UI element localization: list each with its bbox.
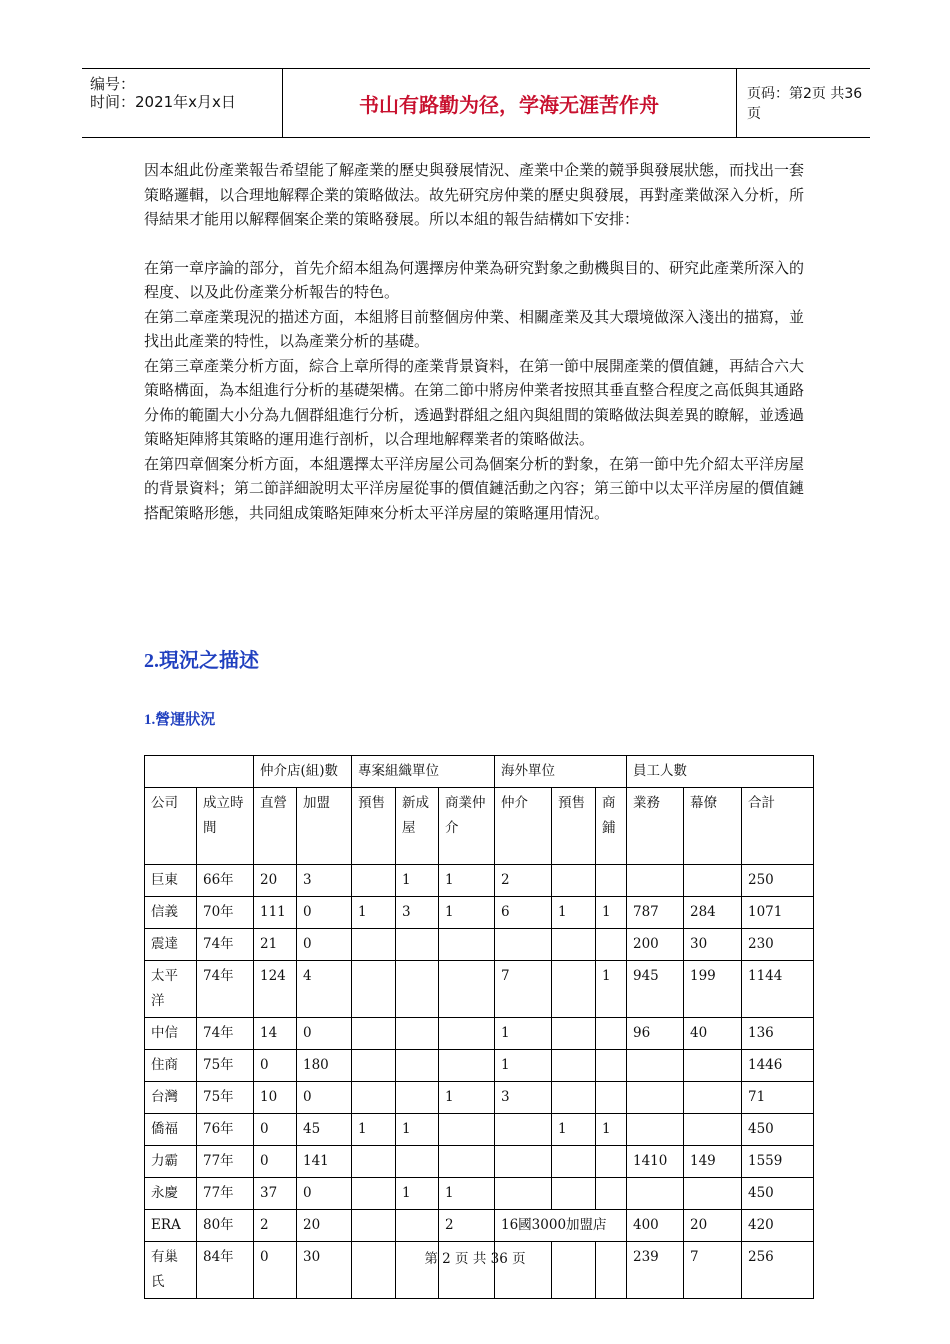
table-cell: 2 [254, 1210, 297, 1242]
table-cell: 1071 [742, 897, 814, 929]
table-cell: 1144 [742, 961, 814, 1018]
page-footer: 第 2 页 共 36 页 [424, 1251, 526, 1267]
table-cell: 124 [254, 961, 297, 1018]
table-cell: 400 [627, 1210, 684, 1242]
table-cell: 74年 [197, 961, 254, 1018]
table-cell [552, 865, 596, 897]
table-cell [684, 1082, 742, 1114]
chapter-paragraph-2: 在第二章產業現況的描述方面，本組將目前整個房仲業、相關產業及其大環境做深入淺出的描寫，並找出此產業的特性，以為產業分析的基礎。 [144, 307, 805, 350]
table-cell: 20 [297, 1210, 352, 1242]
table-header: 業務 [627, 788, 684, 865]
header-page-number: 页码：第2页 共36页 [747, 86, 863, 122]
table-cell: 住商 [145, 1050, 197, 1082]
chapter-paragraph-4: 在第四章個案分析方面，本組選擇太平洋房屋公司為個案分析的對象，在第一節中先介紹太平洋房屋的背景資料；第二節詳細說明太平洋房屋從事的價值鏈活動之內容；第三節中以太平洋房屋的價值鏈搭配策略形態，共同組成策略矩陣來分析太平洋房屋的策略運用情況。 [144, 454, 805, 522]
table-cell [627, 1178, 684, 1210]
table-cell: 180 [297, 1050, 352, 1082]
table-cell [684, 865, 742, 897]
table-cell: 77年 [197, 1178, 254, 1210]
table-header: 幕僚 [684, 788, 742, 865]
table-cell [596, 865, 627, 897]
table-cell [596, 1018, 627, 1050]
table-cell: 70年 [197, 897, 254, 929]
table-cell: 74年 [197, 1018, 254, 1050]
table-cell: 111 [254, 897, 297, 929]
table-cell: 1 [596, 897, 627, 929]
table-cell: 420 [742, 1210, 814, 1242]
table-cell: 震達 [145, 929, 197, 961]
table-cell [552, 1082, 596, 1114]
table-row [145, 1178, 814, 1210]
table-cell: 信義 [145, 897, 197, 929]
table-row [145, 1114, 814, 1146]
table-cell: 1 [352, 897, 396, 929]
table-cell: 239 [627, 1242, 684, 1299]
table-cell: 0 [297, 897, 352, 929]
table-cell [352, 1146, 396, 1178]
table-header: 合計 [742, 788, 814, 865]
table-cell: 20 [684, 1210, 742, 1242]
table-cell: 450 [742, 1114, 814, 1146]
table-cell: 450 [742, 1178, 814, 1210]
table-header: 加盟 [297, 788, 352, 865]
table-cell: 3 [297, 865, 352, 897]
table-cell: 3 [495, 1082, 552, 1114]
table-cell [439, 1050, 495, 1082]
table-cell: 10 [254, 1082, 297, 1114]
operations-table [144, 755, 814, 1299]
table-cell: 4 [297, 961, 352, 1018]
table-cell: 40 [684, 1018, 742, 1050]
table-cell: 中信 [145, 1018, 197, 1050]
table-row [145, 865, 814, 897]
page-header [82, 68, 870, 138]
table-row [145, 1050, 814, 1082]
table-cell: 66年 [197, 865, 254, 897]
table-cell [439, 961, 495, 1018]
table-cell [396, 929, 439, 961]
table-cell [552, 1018, 596, 1050]
table-cell: 136 [742, 1018, 814, 1050]
table-cell [596, 1050, 627, 1082]
table-row [145, 897, 814, 929]
table-cell [495, 1146, 552, 1178]
table-cell [439, 1114, 495, 1146]
table-cell [439, 1018, 495, 1050]
body-text [144, 158, 812, 525]
table-cell [495, 929, 552, 961]
table-cell [352, 1050, 396, 1082]
table-cell [396, 1210, 439, 1242]
table-cell: 永慶 [145, 1178, 197, 1210]
table-cell [684, 1178, 742, 1210]
table-sub-header-row [145, 788, 814, 865]
table-header: 商鋪 [596, 788, 627, 865]
table-cell: 230 [742, 929, 814, 961]
table-cell [596, 1082, 627, 1114]
table-cell [627, 1114, 684, 1146]
table-row [145, 1018, 814, 1050]
table-header: 商業仲介 [439, 788, 495, 865]
table-cell: 1 [439, 1082, 495, 1114]
table-cell: 1 [352, 1114, 396, 1146]
table-cell: 284 [684, 897, 742, 929]
table-cell: 力霸 [145, 1146, 197, 1178]
table-cell: 141 [297, 1146, 352, 1178]
table-group-header: 海外單位 [495, 756, 627, 788]
table-cell [439, 929, 495, 961]
table-cell [552, 929, 596, 961]
table-cell [352, 1082, 396, 1114]
table-cell: 75年 [197, 1050, 254, 1082]
table-cell [145, 756, 254, 788]
table-row [145, 1082, 814, 1114]
table-cell: 2 [439, 1210, 495, 1242]
table-header: 直營 [254, 788, 297, 865]
table-cell [396, 961, 439, 1018]
chapter-paragraph-3: 在第三章產業分析方面，綜合上章所得的產業背景資料，在第一節中展開產業的價值鏈，再結合六大策略構面，為本組進行分析的基礎架構。在第二節中將房仲業者按照其垂直整合程度之高低與其通路分佈的範圍大小分為九個群組進行分析，透過對群組之組內與組間的策略做法與差異的瞭解，並透過策略矩陣將其策略的運用進行剖析，以合理地解釋業者的策略做法。 [144, 356, 805, 448]
table-cell [396, 1082, 439, 1114]
table-header: 預售 [352, 788, 396, 865]
table-cell: 0 [254, 1114, 297, 1146]
header-meta [82, 69, 283, 137]
table-cell: 1 [396, 865, 439, 897]
table-row [145, 929, 814, 961]
table-cell [495, 1178, 552, 1210]
table-cell: 7 [495, 961, 552, 1018]
table-cell: 0 [297, 1178, 352, 1210]
table-cell [596, 1146, 627, 1178]
table-cell: 1 [439, 897, 495, 929]
table-cell: 16國3000加盟店 [495, 1210, 627, 1242]
table-cell: 45 [297, 1114, 352, 1146]
table-cell [552, 1146, 596, 1178]
table-cell [352, 1018, 396, 1050]
table-cell [627, 1082, 684, 1114]
table-cell: 76年 [197, 1114, 254, 1146]
table-cell: 2 [495, 865, 552, 897]
table-cell: 1 [552, 897, 596, 929]
table-cell: 3 [396, 897, 439, 929]
table-cell: 30 [684, 929, 742, 961]
table-cell [396, 1050, 439, 1082]
table-cell: 有巢氏 [145, 1242, 197, 1299]
table-cell: 77年 [197, 1146, 254, 1178]
subsection-title: 1.營運狀況 [144, 712, 216, 728]
table-cell: 149 [684, 1146, 742, 1178]
table-row [145, 1146, 814, 1178]
chapter-paragraph-1: 在第一章序論的部分，首先介紹本組為何選擇房仲業為研究對象之動機與目的、研究此產業所深入的程度、以及此份產業分析報告的特色。 [144, 258, 805, 301]
table-group-header: 專案組織單位 [352, 756, 495, 788]
table-cell [352, 929, 396, 961]
table-cell: 1 [495, 1018, 552, 1050]
table-cell: 1559 [742, 1146, 814, 1178]
table-cell: 37 [254, 1178, 297, 1210]
table-cell [596, 1178, 627, 1210]
table-cell [352, 961, 396, 1018]
table-cell: 200 [627, 929, 684, 961]
table-cell: 0 [297, 929, 352, 961]
table-cell: 太平洋 [145, 961, 197, 1018]
table-cell: 14 [254, 1018, 297, 1050]
table-cell: 75年 [197, 1082, 254, 1114]
header-motto: 书山有路勤为径，学海无涯苦作舟 [282, 69, 737, 137]
table-cell: 僑福 [145, 1114, 197, 1146]
table-cell: 250 [742, 865, 814, 897]
table-cell: 30 [297, 1242, 352, 1299]
table-cell: 1 [552, 1114, 596, 1146]
table-cell: 787 [627, 897, 684, 929]
table-group-header: 仲介店(組)數 [254, 756, 352, 788]
table-cell: 21 [254, 929, 297, 961]
table-row [145, 961, 814, 1018]
table-header: 仲介 [495, 788, 552, 865]
table-cell: 1 [596, 1114, 627, 1146]
table-header: 預售 [552, 788, 596, 865]
table-cell: 0 [254, 1146, 297, 1178]
table-group-header-row [145, 756, 814, 788]
table-cell [684, 1050, 742, 1082]
table-cell: 1410 [627, 1146, 684, 1178]
table-cell [352, 865, 396, 897]
table-cell [352, 1210, 396, 1242]
table-cell: 256 [742, 1242, 814, 1299]
table-cell: 巨東 [145, 865, 197, 897]
table-cell [352, 1178, 396, 1210]
table-header: 公司 [145, 788, 197, 865]
table-cell: 0 [297, 1018, 352, 1050]
table-group-header: 員工人數 [627, 756, 814, 788]
table-cell: 0 [254, 1050, 297, 1082]
table-cell: 1 [596, 961, 627, 1018]
table-cell [495, 1114, 552, 1146]
table-cell: 1 [439, 1178, 495, 1210]
table-cell: 80年 [197, 1210, 254, 1242]
table-cell: 71 [742, 1082, 814, 1114]
table-header: 成立時間 [197, 788, 254, 865]
table-cell [552, 1178, 596, 1210]
table-cell [396, 1146, 439, 1178]
table-cell [396, 1018, 439, 1050]
table-cell: 20 [254, 865, 297, 897]
table-cell: 1 [439, 865, 495, 897]
table-cell: 74年 [197, 929, 254, 961]
section-title: 2.現況之描述 [144, 650, 259, 672]
table-cell: 0 [297, 1082, 352, 1114]
table-cell: 台灣 [145, 1082, 197, 1114]
table-cell: 6 [495, 897, 552, 929]
table-cell: ERA [145, 1210, 197, 1242]
table-cell [684, 1114, 742, 1146]
table-cell: 7 [684, 1242, 742, 1299]
table-header: 新成屋 [396, 788, 439, 865]
table-row-era [145, 1210, 814, 1242]
table-cell: 0 [254, 1242, 297, 1299]
intro-paragraph: 因本組此份產業報告希望能了解產業的歷史與發展情況、產業中企業的競爭與發展狀態，而找出一套策略邏輯，以合理地解釋企業的策略做法。故先研究房仲業的歷史與發展，再對產業做深入分析，所得結果才能用以解釋個案企業的策略發展。所以本組的報告結構如下安排： [144, 161, 805, 228]
document-time-label: 时间：2021年x月x日 [90, 93, 236, 111]
table-cell [596, 929, 627, 961]
table-cell [627, 865, 684, 897]
table-cell: 84年 [197, 1242, 254, 1299]
table-cell [627, 1050, 684, 1082]
table-cell: 945 [627, 961, 684, 1018]
table-cell: 1446 [742, 1050, 814, 1082]
table-cell: 1 [495, 1050, 552, 1082]
table-cell: 1 [396, 1114, 439, 1146]
table-cell: 1 [396, 1178, 439, 1210]
document-number-label: 编号： [90, 75, 136, 93]
table-cell: 199 [684, 961, 742, 1018]
table-cell [439, 1146, 495, 1178]
table-cell [552, 1050, 596, 1082]
table-cell: 96 [627, 1018, 684, 1050]
table-cell [552, 961, 596, 1018]
